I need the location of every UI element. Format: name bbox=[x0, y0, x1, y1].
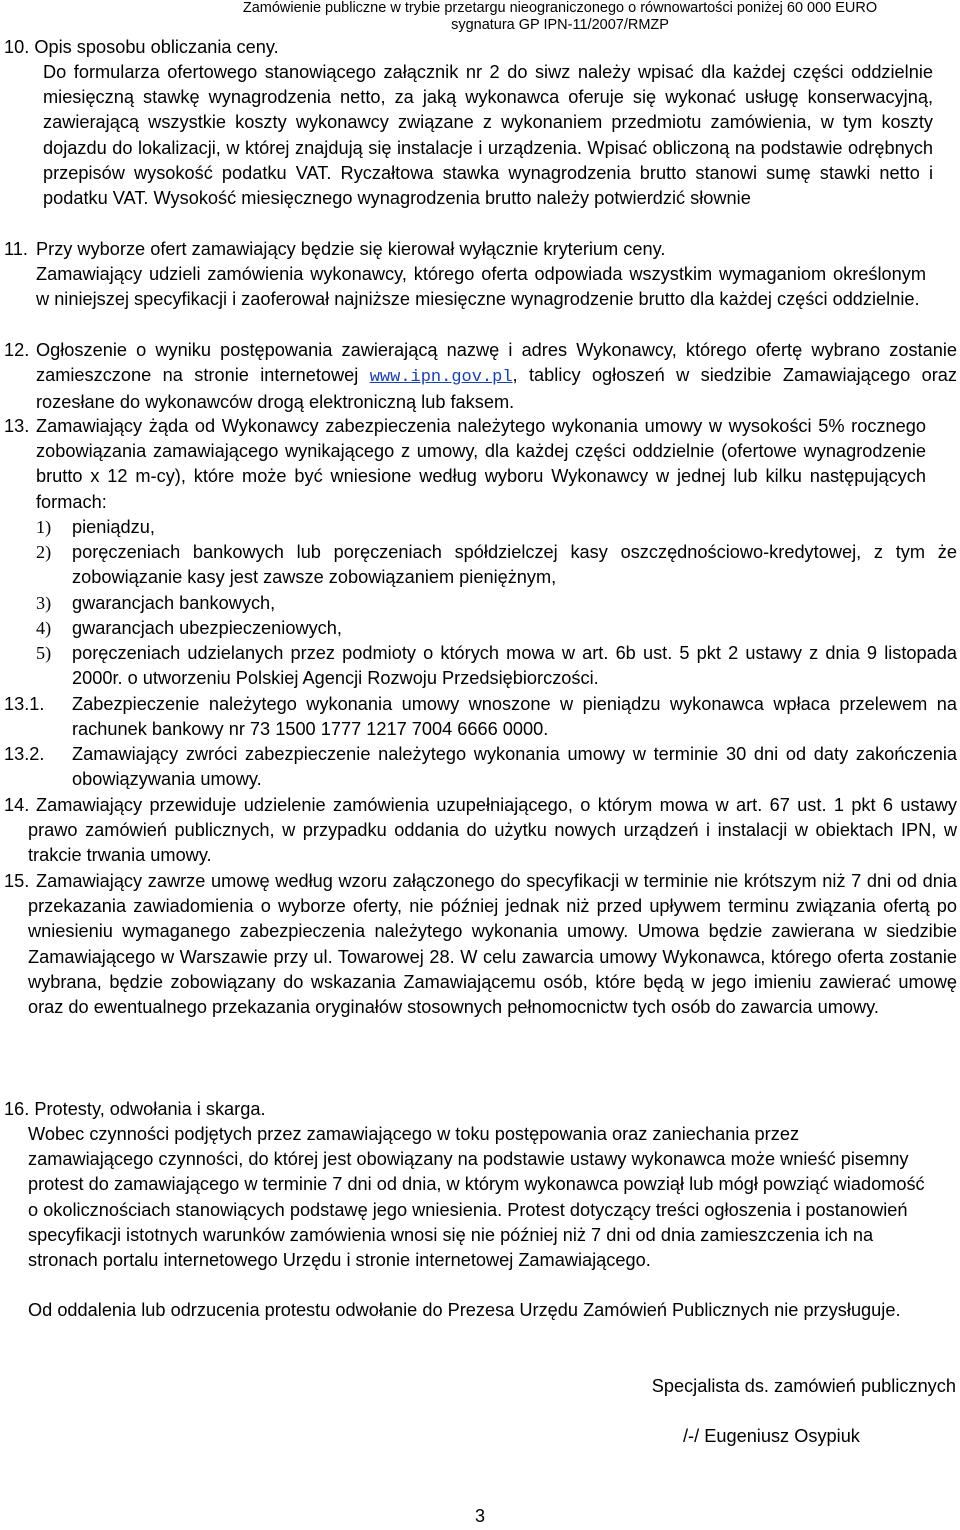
item-text: pieniądzu, bbox=[72, 517, 155, 537]
page-number: 3 bbox=[474, 1506, 485, 1526]
ipn-website-link[interactable]: www.ipn.gov.pl bbox=[369, 368, 513, 388]
page-header bbox=[240, 0, 880, 34]
section-12-text-after: , tablicy ogłoszeń w siedzibie Zamawiającego oraz rozesłane do wykonawców drogą elektroniczną lub faksem. bbox=[36, 365, 957, 413]
section-10-heading: 10. Opis sposobu obliczania ceny. bbox=[4, 37, 279, 57]
item-number: 4) bbox=[36, 618, 52, 638]
item-number: 3) bbox=[36, 593, 52, 613]
section-14-text: Zamawiający przewiduje udzielenie zamówienia uzupełniającego, o którym mowa w art. 67 ust. 1 pkt 6 ustawy prawo zamówień publicznych, w przypadku oddania do użytku nowych urządzeń i instalacji w obiektach IPN, w trakcie trwania umowy. bbox=[28, 795, 957, 866]
section-11-text: Zamawiający udzieli zamówienia wykonawcy, którego oferta odpowiada wszystkim wymaganiom określonym w niniejszej specyfikacji i zaoferował najniższe miesięczne wynagrodzenie brutto dla każdej części oddzielnie. bbox=[36, 264, 926, 310]
subsection-13-1-text: Zabezpieczenie należytego wykonania umowy wnoszone w pieniądzu wykonawca wpłaca przelewem na rachunek bankowy nr 73 1500 1777 1217 7004 6666 0000. bbox=[72, 694, 957, 740]
header-title: Zamówienie publiczne w trybie przetargu nieograniczonego o równowartości poniżej 60 000 EURO bbox=[242, 0, 878, 16]
section-11-first-line: Przy wyborze ofert zamawiający będzie się kierował wyłącznie kryterium ceny. bbox=[36, 239, 666, 259]
section-15-number: 15. bbox=[4, 871, 30, 891]
section-10-text: Do formularza ofertowego stanowiącego załącznik nr 2 do siwz należy wpisać dla każdej części oddzielnie miesięczną stawkę wynagrodzenia netto, za jaką wykonawca oferuje się wykonać usługę konserwacyjną, zawierającą wszystkie koszty wykonawcy związane z wykonaniem przedmiotu zamówienia, w tym koszty dojazdu do lokalizacji, w której znajdują się instalacje i urządzenia. Wpisać obliczoną na podstawie odrębnych przepisów wysokość podatku VAT. Ryczałtowa stawka wynagrodzenia brutto stanowi sumę stawki netto i podatku VAT. Wysokość miesięcznego wynagrodzenia brutto należy potwierdzić słownie bbox=[43, 62, 933, 209]
item-text: gwarancjach ubezpieczeniowych, bbox=[72, 618, 342, 638]
item-text: gwarancjach bankowych, bbox=[72, 593, 276, 613]
section-14-number: 14. bbox=[4, 795, 30, 815]
section-11-number: 11. bbox=[4, 239, 28, 259]
section-13-text: Zamawiający żąda od Wykonawcy zabezpieczenia należytego wykonania umowy w wysokości 5% rocznego zobowiązania zamawiającego wynikającego z umowy, dla każdej części oddzielnie (ofertowe wynagrodzenie brutto x 12 m-cy), które może być wniesione według wyboru Wykonawcy w jednej lub kilku następujących formach: bbox=[36, 416, 926, 512]
section-15-text: Zamawiający zawrze umowę według wzoru załączonego do specyfikacji w terminie nie krótszym niż 7 dni od dnia przekazania zawiadomienia o wyborze oferty, nie później jednak niż przed upływem terminu związania ofertą po wniesieniu wymaganego zabezpieczenia należytego wykonania umowy. Umowa będzie zawierana w siedzibie Zamawiającego w Warszawie przy ul. Towarowej 28. W celu zawarcia umowy Wykonawca, którego oferta zostanie wybrana, będzie zobowiązany do wskazania Zamawiającemu osób, które będą w jego imieniu zawierać umowę oraz do ewentualnego przekazania oryginałów stosownych pełnomocnictw tych osób do zawarcia umowy. bbox=[28, 871, 957, 1018]
section-16-paragraph-2: Od oddalenia lub odrzucenia protestu odwołanie do Prezesa Urzędu Zamówień Publicznych nie przysługuje. bbox=[28, 1300, 901, 1320]
item-number: 1) bbox=[36, 517, 52, 537]
section-13-number: 13. bbox=[4, 416, 30, 436]
section-12-text bbox=[36, 338, 957, 416]
subsection-13-1-number: 13.1. bbox=[4, 694, 45, 714]
item-text: poręczeniach udzielanych przez podmioty o których mowa w art. 6b ust. 5 pkt 2 ustawy z dnia 9 listopada 2000r. o utworzeniu Polskiej Agencji Rozwoju Przedsiębiorczości. bbox=[72, 643, 957, 689]
section-12-text-before: Ogłoszenie o wyniku postępowania zawierającą nazwę i adres Wykonawcy, którego ofertę wybrano zostanie zamieszczone na stronie internetowej bbox=[36, 340, 957, 386]
subsection-13-2-text: Zamawiający zwróci zabezpieczenie należytego wykonania umowy w terminie 30 dni od daty zakończenia obowiązywania umowy. bbox=[72, 744, 957, 790]
subsection-13-2-number: 13.2. bbox=[4, 744, 45, 764]
item-text: poręczeniach bankowych lub poręczeniach spółdzielczej kasy oszczędnościowo-kredytowej, z tym że zobowiązanie kasy jest zawsze zobowiązaniem pieniężnym, bbox=[72, 542, 957, 588]
item-number: 5) bbox=[36, 643, 52, 663]
section-16-paragraph-1: Wobec czynności podjętych przez zamawiającego w toku postępowania oraz zaniechania przez zamawiającego czynności, do której jest obowiązany na podstawie ustawy wykonawca może wnieść pisemny protest do zamawiającego w terminie 7 dni od dnia, w którym wykonawca powziął lub mógł powziąć wiadomość o okolicznościach stanowiących podstawę jego wniesienia. Protest dotyczący treści ogłoszenia i postanowień specyfikacji istotnych warunków zamówienia wnosi się nie później niż 7 dni od dnia zamieszczenia ich na stronach portalu internetowego Urzędu i stronie internetowej Zamawiającego. bbox=[28, 1124, 925, 1271]
signature-name: /-/ Eugeniusz Osypiuk bbox=[683, 1426, 860, 1446]
item-number: 2) bbox=[36, 542, 52, 562]
section-16-heading: 16. Protesty, odwołania i skarga. bbox=[4, 1099, 266, 1119]
header-signature: sygnatura GP IPN-11/2007/RMZP bbox=[451, 17, 669, 33]
section-12-number: 12. bbox=[4, 340, 30, 360]
signature-title: Specjalista ds. zamówień publicznych bbox=[651, 1376, 956, 1396]
